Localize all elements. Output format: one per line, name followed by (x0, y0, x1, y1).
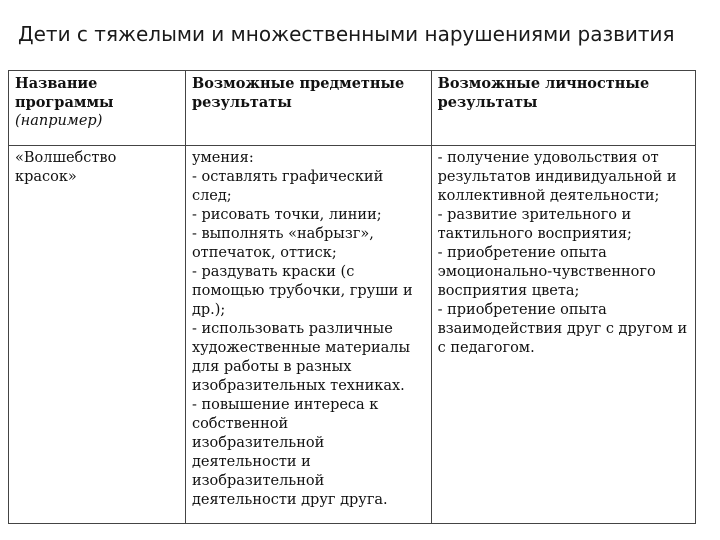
subject-item: - выполнять «набрызг», отпечаток, оттиск; (191, 226, 374, 261)
personal-item: - развитие зрительного и тактильного восприятия; (437, 207, 632, 242)
header-program (9, 71, 186, 146)
page-title: Дети с тяжелыми и множественными нарушениями развития (18, 22, 675, 46)
cell-program-name: «Волшебство красок» (9, 146, 186, 524)
personal-item: - приобретение опыта взаимодействия друг с другом и с педагогом. (437, 302, 688, 356)
subject-item: - рисовать точки, линии; (191, 207, 382, 223)
subject-item: - повышение интереса к собственной изобразительной деятельности и изобразительной деятельности друг друга. (191, 397, 388, 508)
subject-item: - использовать различные художественные материалы для работы в разных изобразительных техниках. (191, 321, 411, 394)
personal-item: - приобретение опыта эмоционально-чувственного восприятия цвета; (437, 245, 656, 299)
cell-personal-results (431, 146, 695, 524)
header-personal-results: Возможные личностные результаты (431, 71, 695, 146)
header-program-line1: Название (15, 75, 98, 92)
table-row (9, 146, 696, 524)
results-table (8, 70, 696, 524)
subject-item: - раздувать краски (с помощью трубочки, груши и др.); (191, 264, 413, 318)
subject-item: умения: (191, 150, 254, 166)
cell-subject-results (185, 146, 431, 524)
header-program-note: (например) (15, 113, 103, 129)
header-program-line2: программы (15, 94, 114, 111)
table-header-row (9, 71, 696, 146)
subject-item: - оставлять графический след; (191, 169, 384, 204)
personal-item: - получение удовольствия от результатов индивидуальной и коллективной деятельности; (437, 150, 677, 204)
header-subject-results: Возможные предметные результаты (185, 71, 431, 146)
